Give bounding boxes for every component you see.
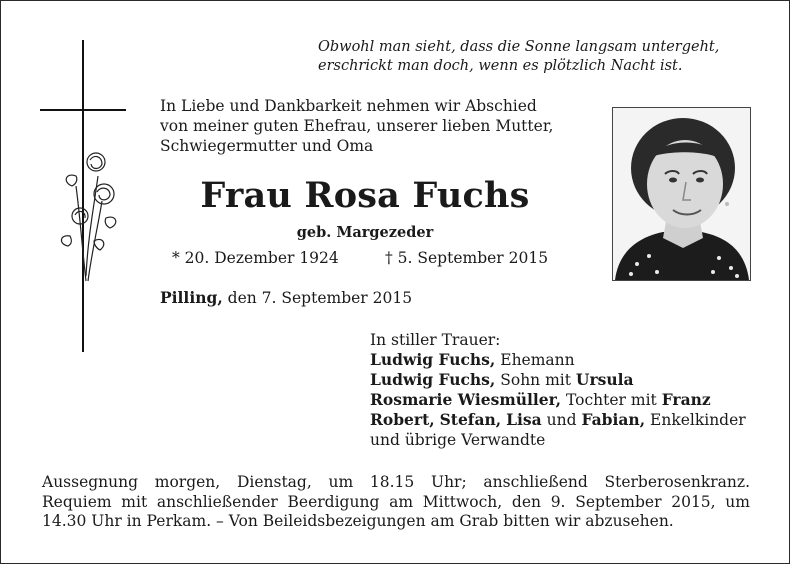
- mourner-name: Ludwig Fuchs,: [370, 370, 496, 389]
- service-line: Requiem mit anschließender Beerdigung am Mittwoch, den 9. September 2015, um: [42, 492, 750, 511]
- mourner-partner: Ursula: [575, 370, 634, 389]
- place-date-text: den 7. September 2015: [227, 289, 413, 307]
- mourner-relation: Ehemann: [500, 351, 575, 369]
- mourner-relation: Enkelkinder: [650, 411, 746, 429]
- quote-line: Obwohl man sieht, dass die Sonne langsam untergeht,: [318, 39, 720, 55]
- mourner-name: Rosmarie Wiesmüller,: [370, 390, 562, 409]
- service-line: 14.30 Uhr in Perkam. – Von Beileidsbezeigungen am Grab bitten wir abzusehen.: [42, 512, 674, 530]
- mourner-partner: Franz: [661, 390, 711, 409]
- cross-with-roses-icon: [36, 36, 136, 356]
- portrait-icon: [613, 108, 750, 280]
- quote: [318, 38, 758, 76]
- mourner-row: [370, 390, 760, 410]
- grandchild-name: Robert,: [370, 410, 435, 429]
- mourner-row: [370, 370, 760, 390]
- deceased-name: Frau Rosa Fuchs: [200, 175, 530, 216]
- service-info: [42, 473, 750, 532]
- death-date: † 5. September 2015: [385, 249, 549, 267]
- mourners-heading: In stiller Trauer:: [370, 331, 501, 349]
- mourner-row: und übrige Verwandte: [370, 431, 546, 449]
- conjunction: und: [546, 411, 577, 429]
- intro-line: Schwiegermutter und Oma: [160, 137, 374, 155]
- birth-name: geb. Margezeder: [296, 224, 434, 241]
- place-date: [160, 288, 412, 307]
- mourner-name: Ludwig Fuchs,: [370, 350, 496, 369]
- mourner-relation: Sohn mit: [500, 371, 571, 389]
- mourner-row: [370, 410, 760, 430]
- place-town: Pilling,: [160, 288, 223, 307]
- birth-date: * 20. Dezember 1924: [172, 249, 339, 267]
- intro-line: von meiner guten Ehefrau, unserer lieben Mutter,: [160, 117, 554, 135]
- grandchild-name: Fabian,: [581, 410, 646, 429]
- grandchild-name: Lisa: [506, 410, 542, 429]
- mourner-relation: Tochter mit: [566, 391, 657, 409]
- intro-text: [160, 96, 600, 156]
- service-line: Aussegnung morgen, Dienstag, um 18.15 Uhr; anschließend Sterberosenkranz.: [42, 473, 750, 491]
- mourners-list: [370, 330, 760, 450]
- quote-line: erschrickt man doch, wenn es plötzlich Nacht ist.: [318, 58, 683, 74]
- grandchild-name: Stefan,: [439, 410, 502, 429]
- life-dates: [172, 249, 572, 267]
- intro-line: In Liebe und Dankbarkeit nehmen wir Abschied: [160, 97, 537, 115]
- portrait-photo: [612, 107, 751, 281]
- mourner-row: [370, 350, 760, 370]
